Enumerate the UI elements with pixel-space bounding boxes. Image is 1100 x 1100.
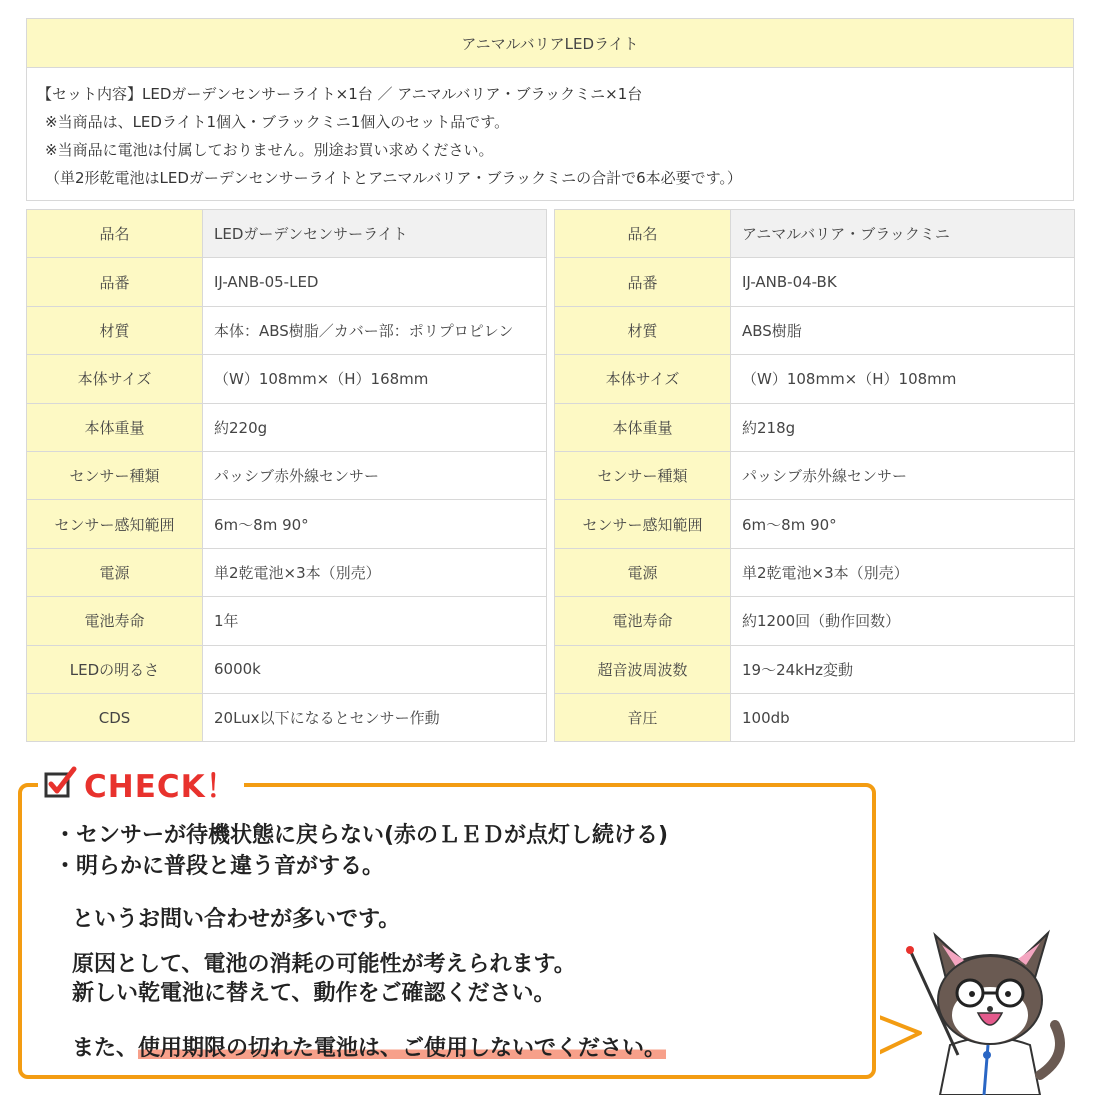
spec-key: LEDの明るさ	[27, 645, 203, 693]
check-heading	[38, 763, 244, 803]
spec-value: 単2乾電池×3本（別売）	[731, 548, 1075, 596]
product-title: アニマルバリアLEDライト	[461, 34, 639, 53]
notice-bullet-2: ・明らかに普段と違う音がする。	[54, 854, 385, 879]
product-title-bar	[26, 18, 1074, 68]
notice-para-3	[72, 1031, 666, 1062]
spec-row	[27, 693, 547, 741]
spec-value: IJ-ANB-05-LED	[203, 258, 547, 306]
spec-row	[27, 403, 547, 451]
notice-para-2-line-1: 原因として、電池の消耗の可能性が考えられます。	[72, 952, 576, 977]
spec-key: 材質	[27, 306, 203, 354]
set-contents-box	[26, 67, 1074, 201]
spec-row	[555, 210, 1075, 258]
spec-key: 音圧	[555, 693, 731, 741]
spec-value: アニマルバリア・ブラックミニ	[731, 210, 1075, 258]
spec-key: 本体重量	[27, 403, 203, 451]
spec-value: 約218g	[731, 403, 1075, 451]
spec-row	[555, 258, 1075, 306]
spec-table-led-light	[26, 209, 547, 742]
spec-row	[555, 645, 1075, 693]
spec-row	[27, 548, 547, 596]
battery-count-line: （単2形乾電池はLEDガーデンセンサーライトとアニマルバリア・ブラックミニの合計で6本必要です。）	[45, 169, 742, 187]
spec-key: 本体重量	[555, 403, 731, 451]
spec-value: 6m～8m 90°	[203, 500, 547, 548]
notice-para-3-prefix: また、	[72, 1036, 139, 1061]
cat-doctor-mascot-icon	[880, 905, 1080, 1095]
spec-key: 電池寿命	[27, 597, 203, 645]
spec-value: LEDガーデンセンサーライト	[203, 210, 547, 258]
spec-row	[27, 210, 547, 258]
battery-note-line: ※当商品に電池は付属しておりません。別途お買い求めください。	[45, 141, 494, 159]
spec-key: センサー種類	[555, 451, 731, 499]
spec-key: 品名	[27, 210, 203, 258]
spec-value: 1年	[203, 597, 547, 645]
spec-key: センサー感知範囲	[27, 500, 203, 548]
spec-value: （W）108mm×（H）168mm	[203, 355, 547, 403]
spec-table-black-mini	[554, 209, 1075, 742]
set-contents-line: 【セット内容】LEDガーデンセンサーライト×1台 ／ アニマルバリア・ブラックミニ×1台	[37, 85, 643, 103]
spec-row	[555, 306, 1075, 354]
spec-key: CDS	[27, 693, 203, 741]
spec-key: 品番	[27, 258, 203, 306]
spec-key: センサー感知範囲	[555, 500, 731, 548]
notice-para-1: というお問い合わせが多いです。	[72, 907, 401, 932]
notice-para-2-line-2: 新しい乾電池に替えて、動作をご確認ください。	[72, 981, 556, 1006]
checkbox-icon	[44, 766, 78, 800]
spec-row	[555, 500, 1075, 548]
spec-row	[555, 451, 1075, 499]
spec-value: 19～24kHz変動	[731, 645, 1075, 693]
spec-key: 材質	[555, 306, 731, 354]
spec-value: パッシブ赤外線センサー	[203, 451, 547, 499]
spec-value: 約1200回（動作回数）	[731, 597, 1075, 645]
spec-value: IJ-ANB-04-BK	[731, 258, 1075, 306]
spec-value: ABS樹脂	[731, 306, 1075, 354]
spec-key: 超音波周波数	[555, 645, 731, 693]
spec-value: パッシブ赤外線センサー	[731, 451, 1075, 499]
spec-value: 本体：ABS樹脂／カバー部：ポリプロピレン	[203, 306, 547, 354]
spec-row	[27, 597, 547, 645]
spec-key: 品番	[555, 258, 731, 306]
spec-key: 品名	[555, 210, 731, 258]
spec-value: 20Lux以下になるとセンサー作動	[203, 693, 547, 741]
notice-highlight: 使用期限の切れた電池は、ご使用しないでください。	[138, 1036, 667, 1061]
spec-row	[555, 355, 1075, 403]
set-note-line: ※当商品は、LEDライト1個入・ブラックミニ1個入のセット品です。	[45, 113, 510, 131]
spec-row	[555, 403, 1075, 451]
spec-value: （W）108mm×（H）108mm	[731, 355, 1075, 403]
spec-row	[27, 258, 547, 306]
spec-key: 電池寿命	[555, 597, 731, 645]
spec-key: 電源	[27, 548, 203, 596]
notice-bullet-1: ・センサーが待機状態に戻らない(赤のＬＥＤが点灯し続ける)	[54, 823, 669, 848]
spec-row	[27, 306, 547, 354]
spec-row	[555, 693, 1075, 741]
spec-value: 約220g	[203, 403, 547, 451]
spec-key: 本体サイズ	[555, 355, 731, 403]
spec-row	[27, 451, 547, 499]
spec-value: 6000k	[203, 645, 547, 693]
spec-row	[27, 355, 547, 403]
spec-value: 単2乾電池×3本（別売）	[203, 548, 547, 596]
spec-key: センサー種類	[27, 451, 203, 499]
spec-row	[27, 500, 547, 548]
spec-row	[555, 548, 1075, 596]
spec-row	[27, 645, 547, 693]
spec-value: 100db	[731, 693, 1075, 741]
check-title: CHECK！	[84, 768, 238, 805]
spec-key: 電源	[555, 548, 731, 596]
spec-key: 本体サイズ	[27, 355, 203, 403]
spec-row	[555, 597, 1075, 645]
spec-value: 6m～8m 90°	[731, 500, 1075, 548]
